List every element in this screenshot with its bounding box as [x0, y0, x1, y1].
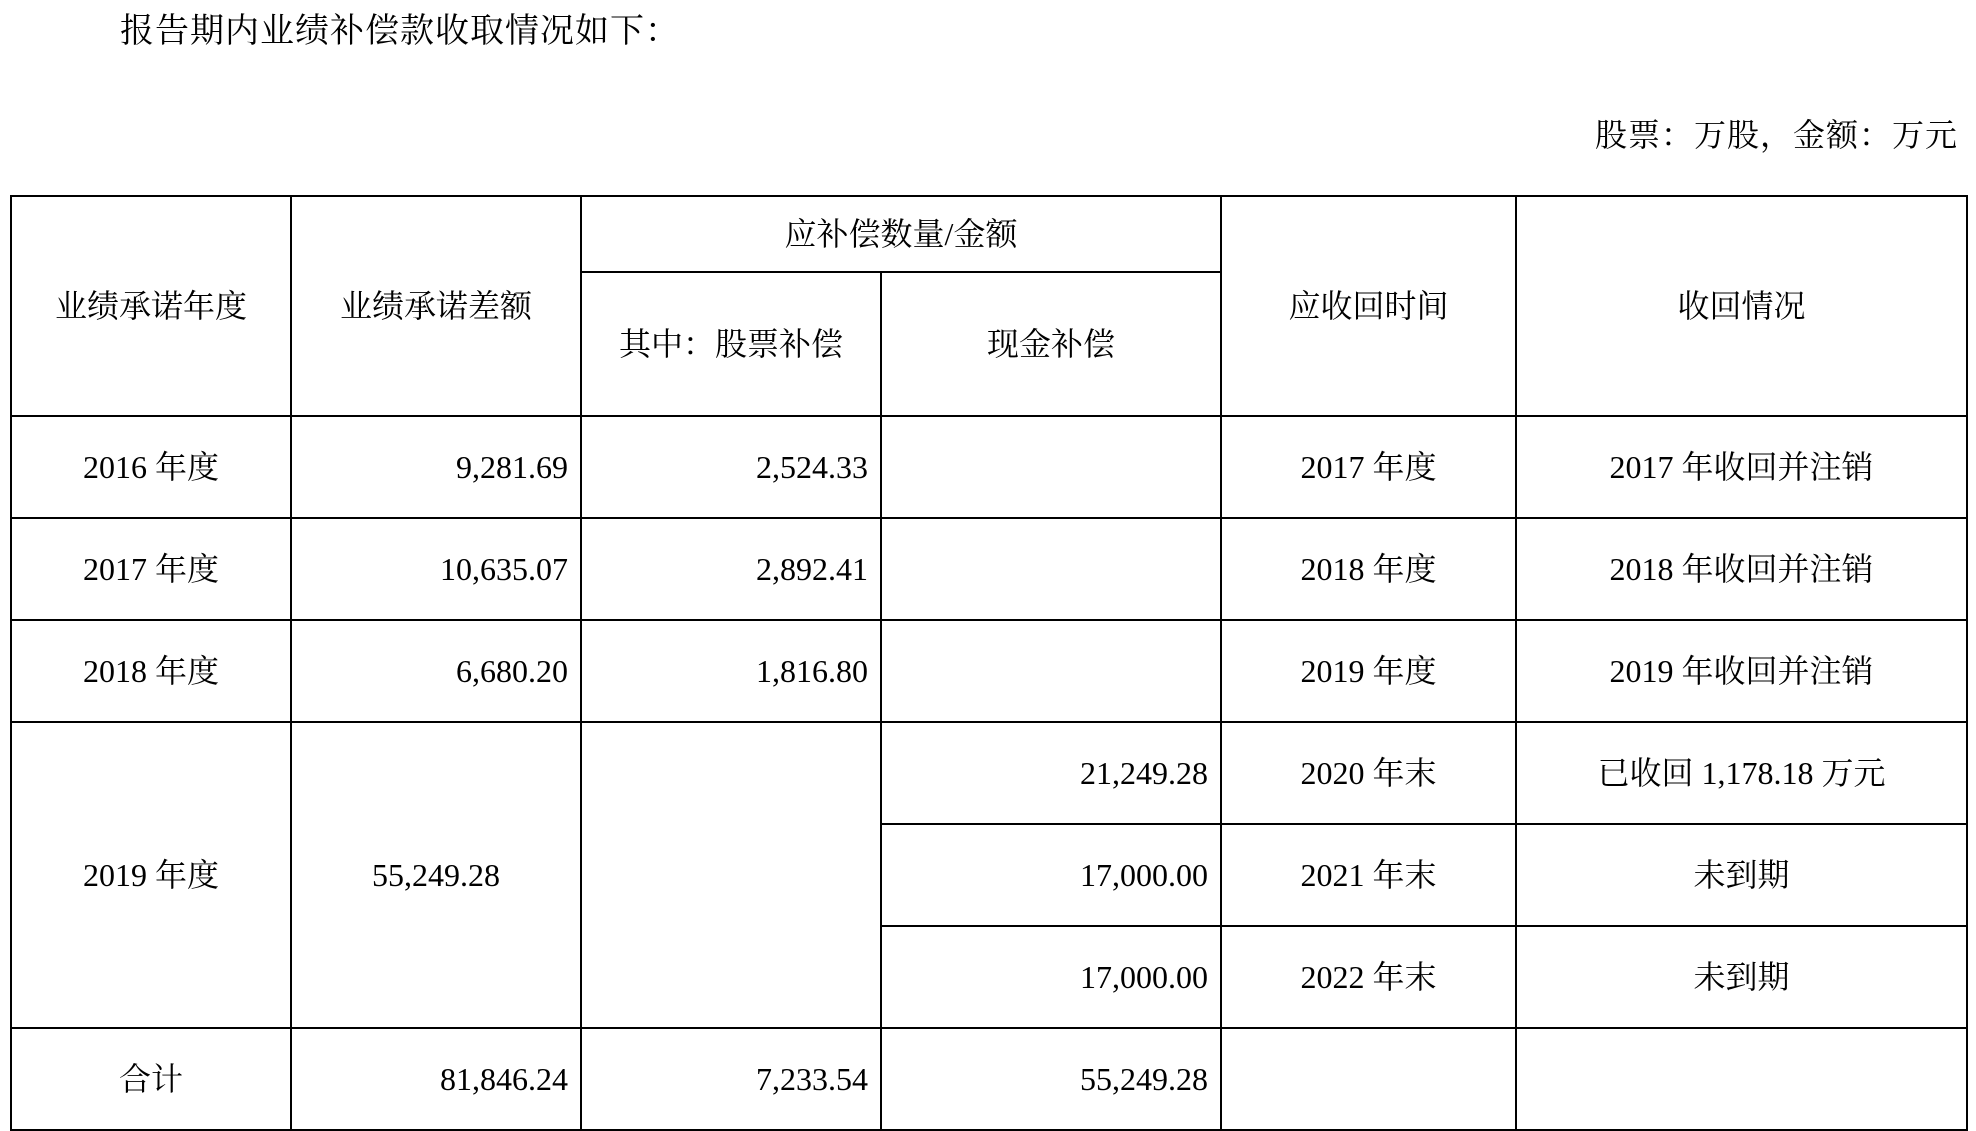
cell-cash	[881, 416, 1221, 518]
header-year: 业绩承诺年度	[11, 196, 291, 416]
cell-stock: 2,524.33	[581, 416, 881, 518]
table-header-row-1	[11, 196, 1967, 272]
cell-total-stock: 7,233.54	[581, 1028, 881, 1130]
header-stock-compensation: 其中：股票补偿	[581, 272, 881, 416]
cell-stock: 2,892.41	[581, 518, 881, 620]
cell-year: 2017 年度	[11, 518, 291, 620]
table-row	[11, 518, 1967, 620]
cell-total-cash: 55,249.28	[881, 1028, 1221, 1130]
cell-status: 未到期	[1516, 824, 1967, 926]
cell-year: 2016 年度	[11, 416, 291, 518]
cell-due: 2019 年度	[1221, 620, 1516, 722]
header-due-time: 应收回时间	[1221, 196, 1516, 416]
cell-due: 2021 年末	[1221, 824, 1516, 926]
table-row	[11, 722, 1967, 824]
cell-cash	[881, 518, 1221, 620]
cell-status: 2018 年收回并注销	[1516, 518, 1967, 620]
intro-paragraph: 报告期内业绩补偿款收取情况如下：	[120, 13, 680, 50]
table-row	[11, 416, 1967, 518]
cell-due: 2018 年度	[1221, 518, 1516, 620]
cell-total-due	[1221, 1028, 1516, 1130]
cell-diff: 6,680.20	[291, 620, 581, 722]
cell-diff: 10,635.07	[291, 518, 581, 620]
table-row	[11, 620, 1967, 722]
cell-due: 2022 年末	[1221, 926, 1516, 1028]
cell-status: 2017 年收回并注销	[1516, 416, 1967, 518]
cell-total-diff: 81,846.24	[291, 1028, 581, 1130]
cell-cash: 17,000.00	[881, 824, 1221, 926]
cell-year: 2019 年度	[11, 722, 291, 1028]
compensation-table	[10, 195, 1968, 1131]
cell-stock	[581, 722, 881, 1028]
unit-note: 股票：万股，金额：万元	[1594, 117, 1958, 153]
header-group-compensation: 应补偿数量/金额	[581, 196, 1221, 272]
cell-stock: 1,816.80	[581, 620, 881, 722]
header-status: 收回情况	[1516, 196, 1967, 416]
cell-diff: 55,249.28	[291, 722, 581, 1028]
cell-cash: 17,000.00	[881, 926, 1221, 1028]
header-diff: 业绩承诺差额	[291, 196, 581, 416]
cell-status: 已收回 1,178.18 万元	[1516, 722, 1967, 824]
cell-diff: 9,281.69	[291, 416, 581, 518]
header-cash-compensation: 现金补偿	[881, 272, 1221, 416]
cell-year: 2018 年度	[11, 620, 291, 722]
cell-due: 2017 年度	[1221, 416, 1516, 518]
cell-cash: 21,249.28	[881, 722, 1221, 824]
cell-status: 2019 年收回并注销	[1516, 620, 1967, 722]
cell-status: 未到期	[1516, 926, 1967, 1028]
cell-total-status	[1516, 1028, 1967, 1130]
cell-cash	[881, 620, 1221, 722]
cell-due: 2020 年末	[1221, 722, 1516, 824]
compensation-table-wrapper	[10, 195, 1966, 1131]
cell-total-label: 合计	[11, 1028, 291, 1130]
table-total-row	[11, 1028, 1967, 1130]
